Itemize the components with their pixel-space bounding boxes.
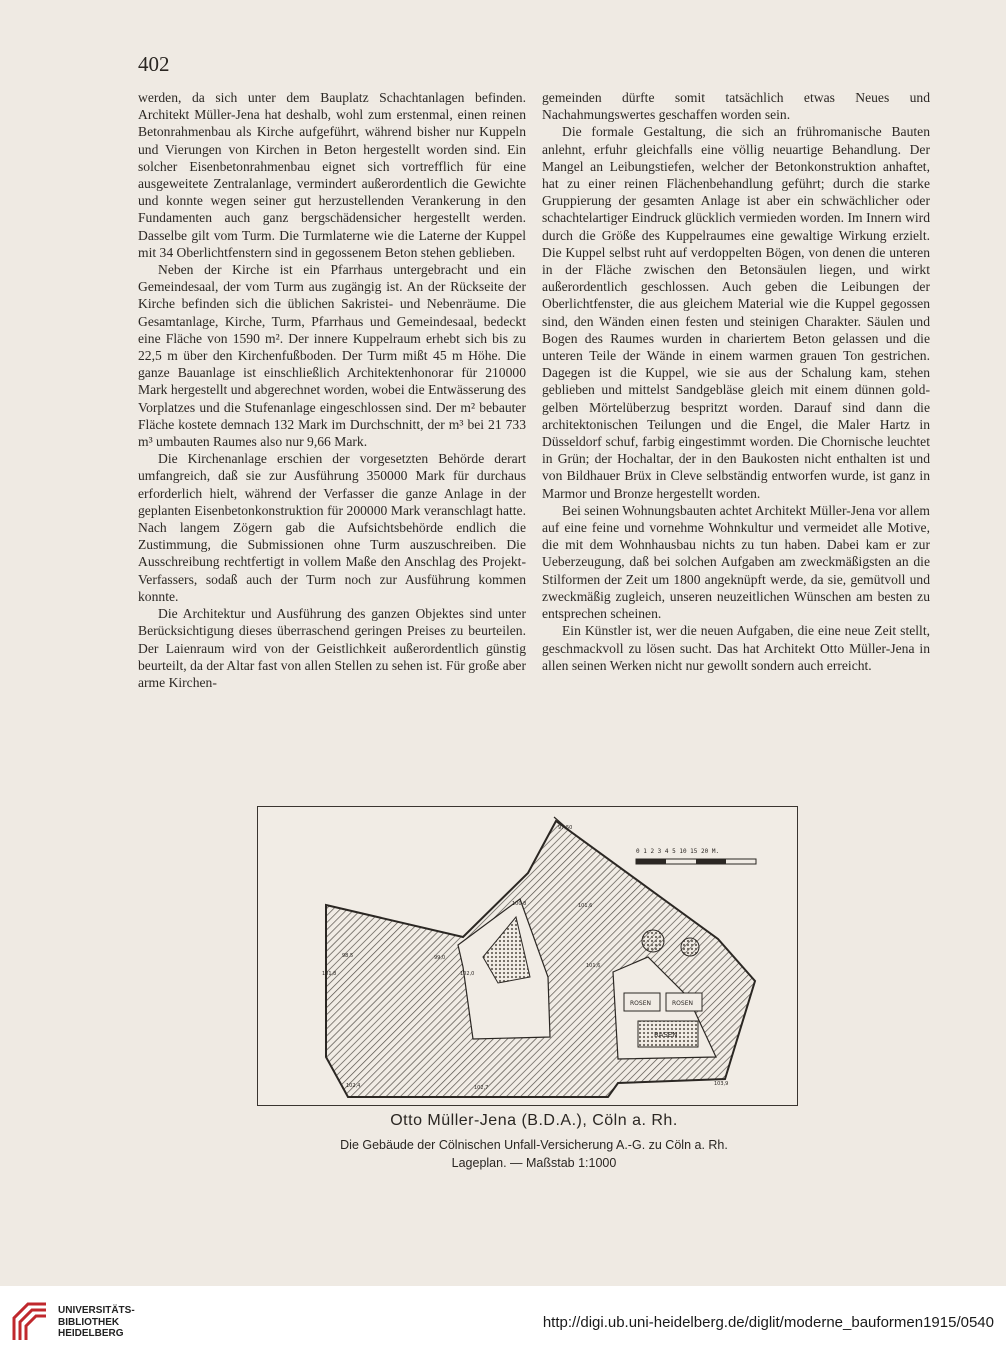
scale-bar-segment — [696, 859, 726, 864]
level-label: 103,9 — [714, 1081, 729, 1087]
figure-caption-scale: Lageplan. — Maßstab 1:1000 — [451, 1156, 617, 1170]
site-plan-figure — [257, 806, 798, 1106]
level-label: 101,8 — [322, 971, 337, 977]
level-label: 97,50 — [558, 825, 573, 831]
article-right-column — [542, 89, 930, 674]
figure-caption-title: Otto Müller-Jena (B.D.A.), Cöln a. Rh. — [390, 1112, 678, 1129]
plan-label: RASEN — [654, 1031, 678, 1039]
plan-label: ROSEN — [672, 1000, 693, 1007]
level-label: 101,6 — [586, 963, 601, 969]
article-left-column — [138, 89, 526, 691]
paragraph: Ein Künstler ist, wer die neuen Aufgaben, die eine neue Zeit stellt, geschmackvoll zu lösen sucht. Das hat Architekt Otto Müller-Jena in allen seinen Werken nicht nur gewollt sondern auch erreicht. — [542, 623, 930, 673]
paragraph: Die formale Gestaltung, die sich an frühromanische Bauten anlehnt, erfuhr gleichfalls eine völlig neuartige Behandlung. Der Mangel an Leibungstiefen, welcher der Betonkonstruktion anhaftet, hat zu einer reinen Flächenbehandlung geführt; durch die starke Gruppierung der gesamten Anlage ist aber ein schwächlicher oder schachtelartiger Eindruck glücklich vermieden worden. Im Innern wird durch die Größe des Kuppelraumes eine gewaltige Wirkung erzielt. Die Kuppel selbst ruht auf verdoppelten Bögen, von denen die unteren in der Fläche zwischen den Betonsäulen liegen, und wirkt außerordentlich geschlossen. Auch geben die Leibungen der Oberlichtfenster, die aus gleichem Material wie die Kuppel gegossen sind, den Wänden einen festen und steinigen Charakter. Säulen und Bogen des Raumes wurden in chariertem Beton gelassen und die unteren Teile der Wände in einem warmen grauen Ton gestrichen. Dagegen ist die Kuppel, wie sie aus der Schalung kam, stehen geblieben und mittelst Sandgebläse gleich mit einem dünnen gold-gelben Mörtelüberzug bespritzt worden. Darauf sind dann die architektonischen Teilungen und die Engel, die Maler Hartz in Düsseldorf schuf, farbig eingestimmt worden. Die Chornische leuchtet in Grün; der Hochaltar, der in den Baukosten nicht enthalten ist und von Bildhauer Brüx in Cleve selbständig entworfen wurde, ist ganz in Marmor und Bronze hergestellt worden. — [542, 124, 930, 501]
library-name-line: BIBLIOTHEK — [58, 1316, 120, 1328]
level-label: 102,0 — [460, 971, 475, 977]
ub-heidelberg-logo-icon[interactable] — [10, 1300, 50, 1348]
level-label: 98,5 — [342, 953, 354, 959]
level-label: 102,7 — [474, 1085, 489, 1091]
figure-caption-subtitle: Die Gebäude der Cölnischen Unfall-Versicherung A.-G. zu Cöln a. Rh. — [340, 1138, 728, 1152]
paragraph: Neben der Kirche ist ein Pfarrhaus untergebracht und ein Gemeindesaal, der vom Turm aus zugängig ist. An der Rückseite der Kirche befinden sich die üblichen Sakristei- und Nebenräume. Die Gesamtanlage, Kirche, Turm, Pfarrhaus und Gemeindesaal, bedeckt eine Fläche von 1590 m². Der innere Kuppelraum erhebt sich bis zu 22,5 m über den Kirchenfußboden. Der Turm mißt 45 m Höhe. Die ganze Bauanlage ist einschließlich Architektenhonorar für 210000 Mark hergestellt und abgerechnet worden, wobei die Entwässerung des Vorplatzes und die Stufenanlage eingeschlossen sind. Der m² bebauter Fläche kostete demnach 132 Mark im Durchschnitt, der m³ bei 21 733 m³ umbauten Raumes also nur 9,66 Mark. — [138, 262, 526, 450]
library-name-line: UNIVERSITÄTS- — [58, 1305, 135, 1316]
round-bed — [642, 930, 664, 952]
paragraph: gemeinden dürfte somit tatsächlich etwas Neues und Nachahmungswertes geschaffen worden sein. — [542, 90, 930, 123]
paragraph: Die Kirchenanlage erschien der vorgesetzten Behörde derart umfangreich, daß sie zur Ausführung 350000 Mark für durchaus erforderlich hielt, während der Verfasser die ganze Anlage in der geplanten Eisenbetonkonstruktion für 200000 Mark veranschlagt hatte. Nach langem Zögern gab die Aufsichtsbehörde endlich die Zustimmung, die Submissionen ohne Turm auszuschreiben. Die Ausschreibung rechtfertigt in vollem Maße den Anschlag des Projekt-Verfassers, sodaß auch der Turm noch zur Ausführung kommen konnte. — [138, 451, 526, 604]
plan-label: ROSEN — [630, 1000, 651, 1007]
level-label: 102,4 — [346, 1083, 361, 1089]
level-label: 99,0 — [434, 955, 446, 961]
site-plan-drawing — [258, 807, 799, 1107]
page-number: 402 — [138, 52, 170, 76]
source-url-link[interactable]: http://digi.ub.uni-heidelberg.de/diglit/moderne_bauformen1915/0540 — [542, 1314, 994, 1331]
library-name-line: HEIDELBERG — [58, 1328, 124, 1339]
paragraph: Die Architektur und Ausführung des ganzen Objektes sind unter Berücksichtigung dieses überraschend geringen Preises zu beurteilen. Der Laienraum wird von der Geistlichkeit außerordentlich günstig beurteilt, da der Altar fast von allen Stellen zu sehen ist. Für große aber arme Kirchen- — [138, 606, 526, 690]
level-label: 100,8 — [512, 901, 527, 907]
round-bed — [681, 938, 699, 956]
footer-bar — [0, 1286, 1006, 1364]
scale-bar-segment — [636, 859, 666, 864]
paragraph: Bei seinen Wohnungsbauten achtet Architekt Müller-Jena vor allem auf eine feine und vornehme Wohnkultur und vermeidet alle Motive, die mit dem Wohnhausbau nichts zu tun haben. Dabei kam er zur Ueberzeugung, daß bei solchen Aufgaben am zweckmäßigsten an die Stilformen der Zeit um 1800 angeknüpft werde, da sie, gemütvoll und zweckmäßig zugleich, unseren neuzeitlichen Wünschen am besten zu entsprechen scheinen. — [542, 502, 930, 622]
library-name[interactable] — [58, 1305, 135, 1340]
level-label: 101,6 — [578, 903, 593, 909]
paragraph: werden, da sich unter dem Bauplatz Schachtanlagen befinden. Architekt Müller-Jena hat deshalb, wohl zum erstenmal, einen reinen Betonrahmenbau als Kirche aufgeführt, während bisher nur Kuppeln und Vierungen von Kirchen in Beton hergestellt worden sind. Ein solcher Eisenbetonrahmenbau eignet sich vortrefflich für eine ausgeweitete Zentralanlage, vermindert außerordentlich die Gewichte und konnte wegen seiner gut herzustellenden Verankerung in den Fundamenten auch ganz bergschädensicher hergestellt werden. Dasselbe gilt vom Turm. Die Turmlaterne wie die Laterne der Kuppel mit 34 Oberlichtfenstern sind in gegossenem Beton stehen geblieben. — [138, 90, 526, 260]
scale-numbers: 0 1 2 3 4 5 10 15 20 M. — [636, 848, 720, 855]
